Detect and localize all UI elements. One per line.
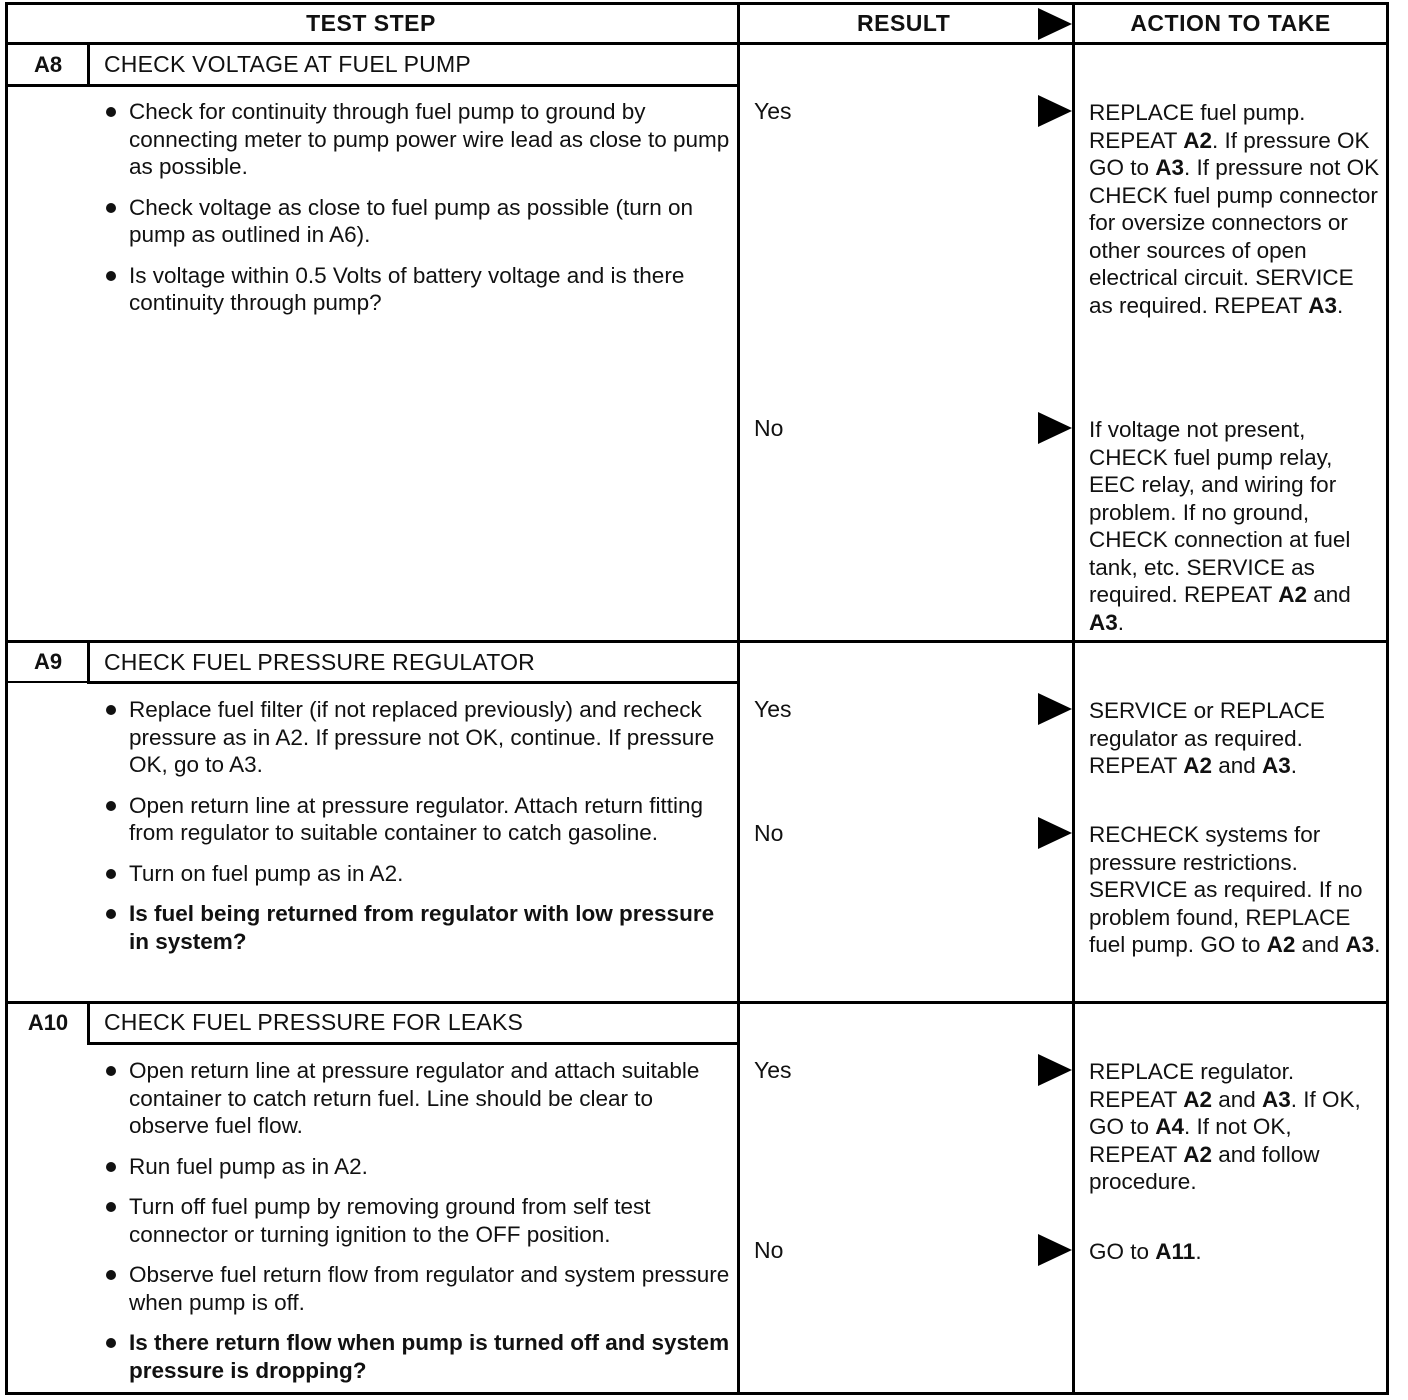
result-no-a8: No: [754, 415, 784, 441]
step-title-a10: CHECK FUEL PRESSURE FOR LEAKS: [104, 1009, 524, 1035]
header-arrow-icon: [1038, 8, 1072, 40]
table-border-right: [1386, 2, 1389, 1395]
arrow-icon: [1038, 412, 1072, 444]
list-item: Turn on fuel pump as in A2.: [100, 860, 730, 888]
arrow-icon: [1038, 1054, 1072, 1086]
list-item: Is fuel being returned from regulator with low pressure in system?: [100, 900, 730, 955]
step-divider-a10: [5, 1001, 1389, 1004]
step-bullets-a9: [100, 696, 730, 968]
title-underline-a9: [88, 681, 740, 684]
title-underline-a8: [5, 84, 740, 87]
header-divider: [5, 42, 1389, 45]
list-item: Check voltage as close to fuel pump as possible (turn on pump as outlined in A6).: [100, 194, 730, 249]
result-yes-a10: Yes: [754, 1057, 792, 1083]
arrow-icon: [1038, 817, 1072, 849]
list-item: Is there return flow when pump is turned off and system pressure is dropping?: [100, 1329, 730, 1384]
header-action: ACTION TO TAKE: [1130, 9, 1331, 36]
header-test-step: TEST STEP: [306, 9, 436, 36]
action-a10-no: GO to A11.: [1089, 1239, 1202, 1264]
step-divider-a9: [5, 640, 1389, 643]
column-divider-action: [1072, 2, 1075, 1395]
list-item: Run fuel pump as in A2.: [100, 1153, 730, 1181]
list-item: Open return line at pressure regulator and attach suitable container to catch return fuel. Line should be clear to observe fuel flow.: [100, 1057, 730, 1140]
step-bullets-a10: [100, 1057, 730, 1397]
list-item: Observe fuel return flow from regulator and system pressure when pump is off.: [100, 1261, 730, 1316]
action-a8-no: If voltage not present, CHECK fuel pump relay, EEC relay, and wiring for problem. If no ground, CHECK connection at fuel tank, etc. SERVICE as required. REPEAT A2 and A3.: [1089, 417, 1351, 635]
list-item: Replace fuel filter (if not replaced previously) and recheck pressure as in A2. If pressure not OK, continue. If pressure OK, go to A3.: [100, 696, 730, 779]
step-id-a10: A10: [27, 1010, 69, 1035]
step-id-a8: A8: [33, 52, 63, 77]
title-underline-a10: [88, 1042, 740, 1045]
result-yes-a9: Yes: [754, 696, 792, 722]
list-item: Check for continuity through fuel pump to ground by connecting meter to pump power wire lead as close to pump as possible.: [100, 98, 730, 181]
step-id-underline-a9: [5, 681, 89, 683]
step-title-a8: CHECK VOLTAGE AT FUEL PUMP: [104, 51, 471, 77]
header-result: RESULT: [857, 9, 951, 36]
result-no-a9: No: [754, 820, 784, 846]
action-a9-no: RECHECK systems for pressure restrictions. SERVICE as required. If no problem found, REPLACE fuel pump. GO to A2 and A3.: [1089, 822, 1381, 957]
action-a9-yes: SERVICE or REPLACE regulator as required. REPEAT A2 and A3.: [1089, 698, 1325, 778]
arrow-icon: [1038, 95, 1072, 127]
arrow-icon: [1038, 1234, 1072, 1266]
step-title-a9: CHECK FUEL PRESSURE REGULATOR: [104, 649, 535, 675]
list-item: Is voltage within 0.5 Volts of battery voltage and is there continuity through pump?: [100, 262, 730, 317]
action-a8-yes: REPLACE fuel pump. REPEAT A2. If pressure OK GO to A3. If pressure not OK CHECK fuel pump connector for oversize connectors or other sources of open electrical circuit. SERVICE as required. REPEAT A3.: [1089, 100, 1380, 318]
action-a10-yes: REPLACE regulator. REPEAT A2 and A3. If OK, GO to A4. If not OK, REPEAT A2 and follow procedure.: [1089, 1059, 1361, 1194]
step-id-a9: A9: [33, 649, 63, 674]
table-border-left: [5, 2, 8, 1395]
step-bullets-a8: [100, 98, 730, 330]
result-no-a10: No: [754, 1237, 784, 1263]
list-item: Turn off fuel pump by removing ground from self test connector or turning ignition to the OFF position.: [100, 1193, 730, 1248]
list-item: Open return line at pressure regulator. Attach return fitting from regulator to suitable container to catch gasoline.: [100, 792, 730, 847]
column-divider-result: [737, 2, 740, 1395]
result-yes-a8: Yes: [754, 98, 792, 124]
arrow-icon: [1038, 693, 1072, 725]
